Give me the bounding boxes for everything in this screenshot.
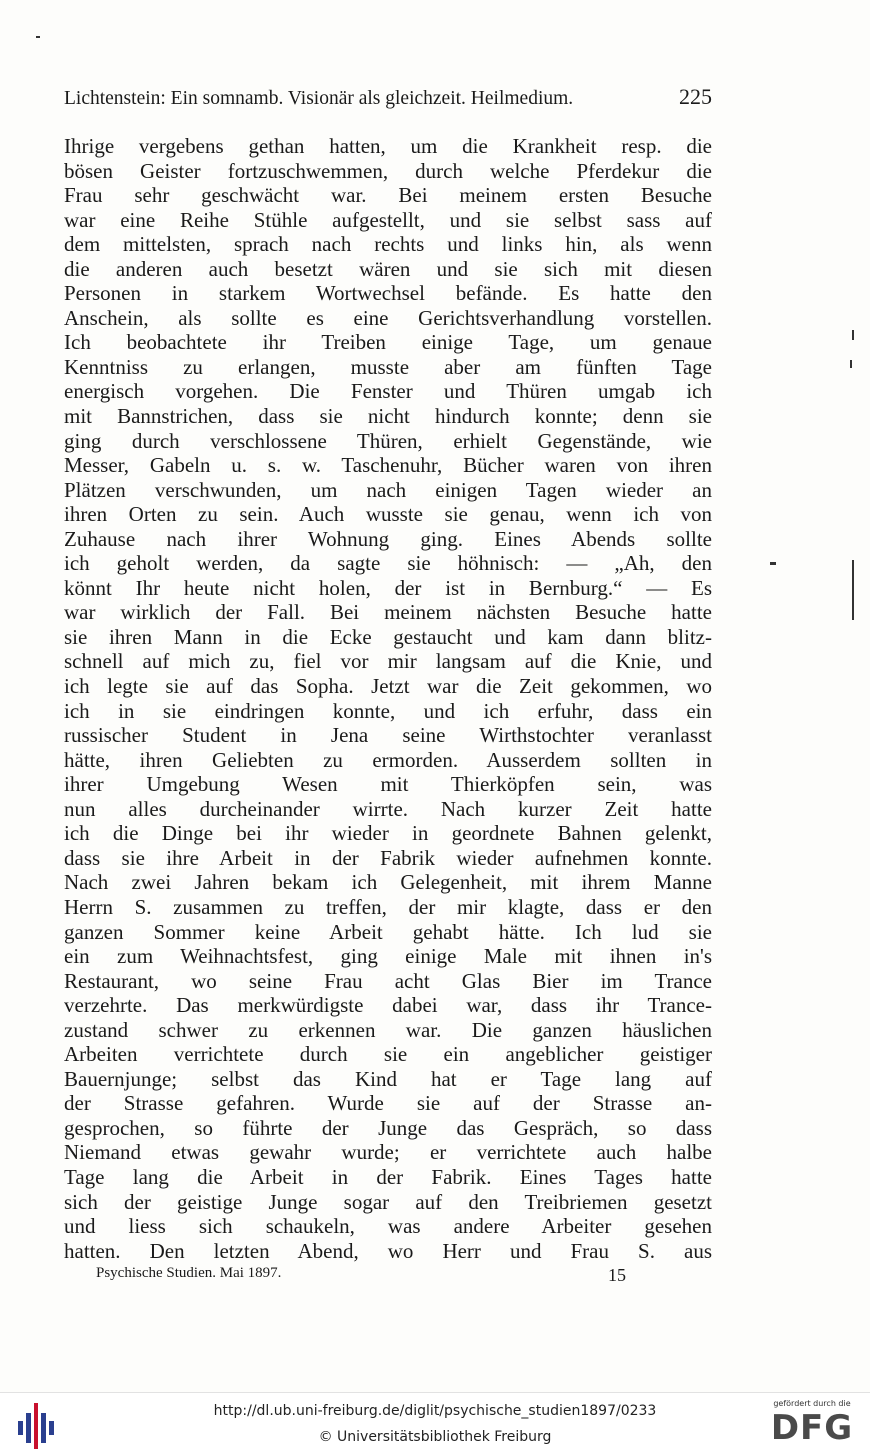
text-line: Nach zwei Jahren bekam ich Gelegenheit, mit ihrem Manne [64, 870, 712, 895]
text-line: ein zum Weihnachtsfest, ging einige Male mit ihnen in's [64, 944, 712, 969]
text-line: Ihrige vergebens gethan hatten, um die Krankheit resp. die [64, 134, 712, 158]
text-line: gesprochen, so führte der Junge das Gespräch, so dass [64, 1115, 712, 1140]
scan-edge-mark [852, 330, 854, 340]
text-line: Zuhause nach ihrer Wohnung ging. Eines Abends sollte [64, 526, 712, 551]
text-line: Niemand etwas gewahr wurde; er verrichtete auch halbe [64, 1140, 712, 1165]
text-line: und liess sich schaukeln, was andere Arbeiter gesehen [64, 1214, 712, 1239]
text-line: Messer, Gabeln u. s. w. Taschenuhr, Bücher waren von ihren [64, 453, 712, 478]
running-title: Lichtenstein: Ein somnamb. Visionär als gleichzeit. Heilmedium. [64, 88, 574, 109]
dfg-funded-label: gefördert durch die [773, 1399, 851, 1408]
text-line: nun alles durcheinander wirrte. Nach kurzer Zeit hatte [64, 796, 712, 821]
page-number: 225 [679, 84, 712, 109]
text-line: Personen in starkem Wortwechsel befände. Es hatte den [64, 281, 712, 306]
text-line: bösen Geister fortzuschwemmen, durch welche Pferdekur die [64, 158, 712, 183]
text-line: verzehrte. Das merkwürdigste dabei war, dass ihr Trance- [64, 993, 712, 1018]
text-line: ging durch verschlossene Thüren, erhielt Gegenstände, wie [64, 428, 712, 453]
text-line: Frau sehr geschwächt war. Bei meinem ersten Besuche [64, 183, 712, 208]
text-line: hätte, ihren Geliebten zu ermorden. Ausserdem sollten in [64, 747, 712, 772]
permalink-url[interactable]: http://dl.ub.uni-freiburg.de/diglit/psychische_studien1897/0233 [213, 1403, 657, 1419]
text-line: war wirklich der Fall. Bei meinem nächsten Besuche hatte [64, 600, 712, 625]
dfg-logo-text: DFG [770, 1408, 854, 1448]
text-line: ich die Dinge bei ihr wieder in geordnete Bahnen gelenkt, [64, 821, 712, 846]
text-line: ich legte sie auf das Sopha. Jetzt war die Zeit gekommen, wo [64, 674, 712, 699]
running-head [64, 84, 712, 110]
text-line: sich der geistige Junge sogar auf den Treibriemen gesetzt [64, 1189, 712, 1214]
text-line: Bauernjunge; selbst das Kind hat er Tage lang auf [64, 1066, 712, 1091]
text-line: Anschein, als sollte es eine Gerichtsverhandlung vorstellen. [64, 305, 712, 330]
viewer-footer-bar [0, 1392, 870, 1456]
text-line: Arbeiten verrichtete durch sie ein angeblicher geistiger [64, 1042, 712, 1067]
text-line: schnell auf mich zu, fiel vor mir langsam auf die Knie, und [64, 649, 712, 674]
text-line: Restaurant, wo seine Frau acht Glas Bier im Trance [64, 968, 712, 993]
text-line: die anderen auch besetzt wären und sie sich mit diesen [64, 256, 712, 281]
scan-edge-mark [770, 562, 776, 565]
text-line: war eine Reihe Stühle aufgestellt, und sie selbst sass auf [64, 207, 712, 232]
body-text [64, 134, 712, 1263]
text-line: dass sie ihre Arbeit in der Fabrik wieder aufnehmen konnte. [64, 845, 712, 870]
text-line: Herrn S. zusammen zu treffen, der mir klagte, dass er den [64, 894, 712, 919]
text-line: ich in sie eindringen konnte, und ich erfuhr, dass ein [64, 698, 712, 723]
text-line: Plätzen verschwunden, um nach einigen Tagen wieder an [64, 477, 712, 502]
text-line: ihren Orten zu sein. Auch wusste sie genau, wenn ich von [64, 502, 712, 527]
signature-mark: 15 [608, 1265, 626, 1285]
text-line: dem mittelsten, sprach nach rechts und links hin, als wenn [64, 232, 712, 257]
text-line: energisch vorgehen. Die Fenster und Thüren umgab ich [64, 379, 712, 404]
text-line: mit Bannstrichen, dass sie nicht hindurch konnte; denn sie [64, 404, 712, 429]
scan-edge-mark [852, 560, 854, 620]
page-footer [96, 1265, 626, 1286]
text-line: ganzen Sommer keine Arbeit gehabt hätte. Ich lud sie [64, 919, 712, 944]
text-line: ich geholt werden, da sagte sie höhnisch: — „Ah, den [64, 551, 712, 576]
text-line: sie ihren Mann in die Ecke gestaucht und kam dann blitz- [64, 624, 712, 649]
text-line: hatten. Den letzten Abend, wo Herr und Frau S. aus [64, 1238, 712, 1263]
scan-edge-mark [850, 360, 852, 368]
text-line: Kenntniss zu erlangen, musste aber am fünften Tage [64, 354, 712, 379]
text-line: könnt Ihr heute nicht holen, der ist in Bernburg.“ — Es [64, 575, 712, 600]
journal-footer: Psychische Studien. Mai 1897. [96, 1265, 282, 1281]
text-line: ihrer Umgebung Wesen mit Thierköpfen sein, was [64, 772, 712, 797]
text-line: zustand schwer zu erkennen war. Die ganzen häuslichen [64, 1017, 712, 1042]
scan-edge-mark [36, 36, 40, 38]
dfg-logo[interactable] [764, 1399, 860, 1451]
text-line: Tage lang die Arbeit in der Fabrik. Eines Tages hatte [64, 1164, 712, 1189]
text-line: der Strasse gefahren. Wurde sie auf der Strasse an- [64, 1091, 712, 1116]
copyright-notice: © Universitätsbibliothek Freiburg [318, 1429, 552, 1445]
text-line: russischer Student in Jena seine Wirthstochter veranlasst [64, 723, 712, 748]
text-line: Ich beobachtete ihr Treiben einige Tage, um genaue [64, 330, 712, 355]
